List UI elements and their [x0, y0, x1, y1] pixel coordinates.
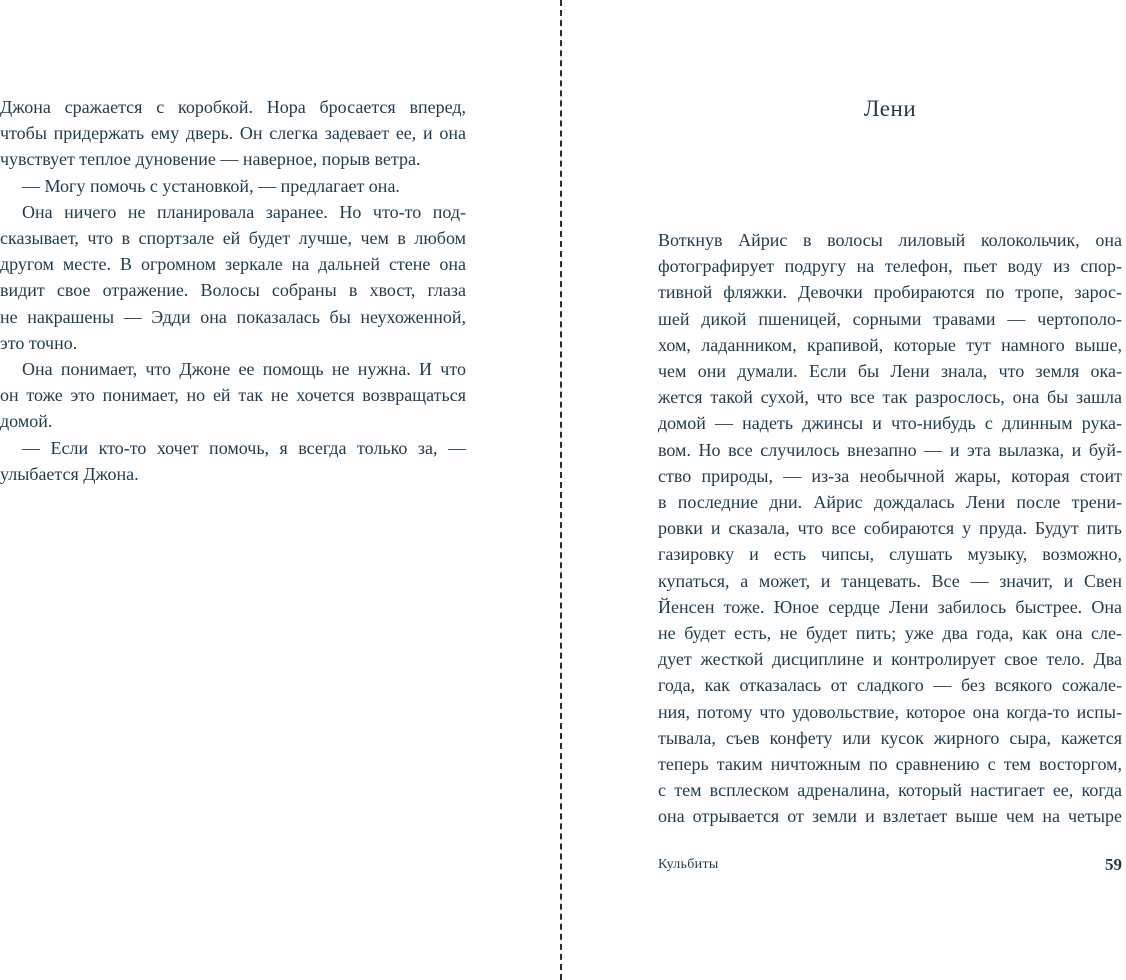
text-line: — Если кто-то хочет помочь, я всегда только за, —	[22, 437, 466, 458]
left-page-text	[0, 94, 466, 487]
text-line: — Могу помочь с установкой, — предлагает она.	[22, 175, 400, 196]
text-line: с тем всплеском адреналина, который настигает ее, когда	[658, 780, 1122, 801]
text-line: дует жесткой дисциплине и контролирует свое тело. Два	[658, 649, 1122, 670]
text-line: чтобы придержать ему дверь. Он слегка задевает ее, и она	[0, 123, 466, 144]
text-line: она отрывается от земли и взлетает выше чем на четыре	[658, 806, 1122, 827]
text-line: ство природы, — из-за необычной жары, которая стоит	[658, 465, 1122, 486]
text-line: чем они думали. Если бы Лени знала, что земля ока-	[658, 361, 1122, 382]
text-line: не накрашены — Эдди она показалась бы неухоженной,	[0, 306, 466, 327]
text-line: чувствует теплое дуновение — наверное, порыв ветра.	[0, 149, 421, 170]
running-footer	[658, 855, 1122, 879]
text-line: сказывает, что в спортзале ей будет лучше, чем в любом	[0, 228, 466, 249]
left-page	[0, 0, 560, 980]
text-line: видит свое отражение. Волосы собраны в хвост, глаза	[0, 280, 466, 301]
text-line: хом, ладанником, крапивой, которые тут намного выше,	[658, 334, 1122, 355]
chapter-title: Лени	[863, 96, 917, 121]
text-line: жется такой сухой, что все так разрослось, она бы зашла	[658, 387, 1122, 408]
text-line: вом. Но все случилось внезапно — и эта вылазка, и буй-	[658, 439, 1122, 460]
text-line: улыбается Джона.	[0, 463, 139, 484]
text-line: тывала, съев конфету или кусок жирного сыра, кажется	[658, 727, 1122, 748]
text-line: тивной фляжки. Девочки пробираются по тропе, зарос-	[658, 282, 1122, 303]
book-title-footer: Кульбиты	[658, 857, 719, 872]
text-line: Йенсен тоже. Юное сердце Лени забилось быстрее. Она	[658, 596, 1122, 617]
text-line: теперь таким ничтожным по сравнению с тем восторгом,	[658, 754, 1122, 775]
text-line: не будет есть, не будет пить; уже два года, как она сле-	[658, 623, 1122, 644]
text-line: в последние дни. Айрис дождалась Лени после трени-	[658, 492, 1122, 513]
text-line: Воткнув Айрис в волосы лиловый колокольчик, она	[658, 230, 1122, 250]
text-line: другом месте. В огромном зеркале на дальней стене она	[0, 254, 466, 275]
text-line: купаться, а может, и танцевать. Все — значит, и Свен	[658, 570, 1122, 591]
text-line: ния, потому что удовольствие, которое она когда-то испы-	[658, 701, 1122, 722]
text-line: это точно.	[0, 332, 78, 353]
text-line: ровки и сказала, что все собираются у пруда. Будут пить	[658, 518, 1122, 539]
right-page	[562, 0, 1126, 980]
text-line: он тоже это понимает, но ей так не хочется возвращаться	[0, 385, 466, 406]
text-line: домой — надеть джинсы и что-нибудь с длинным рука-	[658, 413, 1122, 434]
text-line: Она понимает, что Джоне ее помощь не нужна. И что	[22, 359, 466, 380]
text-line: газировку и есть чипсы, слушать музыку, возможно,	[658, 544, 1122, 565]
text-line: Джона сражается с коробкой. Нора бросается вперед,	[0, 97, 466, 117]
text-line: домой.	[0, 411, 53, 432]
text-line: Она ничего не планировала заранее. Но что-то под-	[22, 201, 466, 222]
page-number: 59	[1105, 855, 1122, 874]
text-line: шей дикой пшеницей, сорными травами — чертополо-	[658, 308, 1122, 329]
text-line: фотографирует подругу на телефон, пьет воду из спор-	[658, 256, 1122, 277]
text-line: года, как отказалась от сладкого — без всякого сожале-	[658, 675, 1122, 696]
right-page-text	[658, 227, 1122, 830]
